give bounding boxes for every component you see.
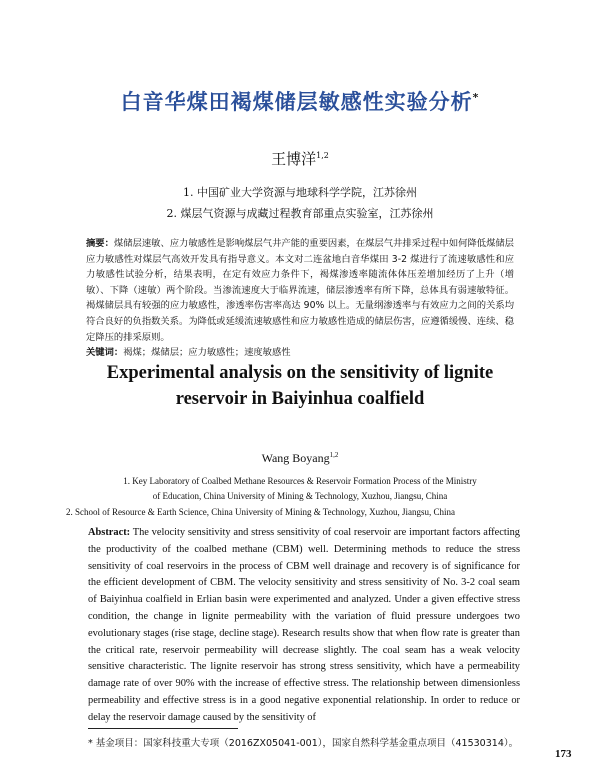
zh-abstract-label: 摘要： [86, 238, 114, 249]
en-abstract-block [88, 525, 520, 727]
zh-affiliation-2: 2. 煤层气资源与成藏过程教育部重点实验室，江苏徐州 [166, 207, 434, 220]
page-title [0, 86, 600, 116]
page-number: 173 [555, 748, 572, 760]
footnote-text: 基金项目：国家科技重大专项（2016ZX05041-001），国家自然科学基金重点项目（41530314）。 [95, 738, 519, 749]
footnote [88, 735, 548, 749]
en-author-name: Wang Boyang [261, 451, 330, 465]
zh-affiliation-1: 1. 中国矿业大学资源与地球科学学院，江苏徐州 [183, 186, 417, 199]
en-title-line-2: reservoir in Baiyinhua coalfield [175, 389, 425, 409]
zh-author-sup: 1,2 [316, 151, 329, 160]
zh-author-name: 王博洋 [271, 150, 317, 168]
en-abstract-text: The velocity sensitivity and stress sensitivity of coal reservoir are important factors affecting the productivity of the coalbed methane (CBM) well. Determining methods to reduce the stress sensitivity of coal reservoirs in the process of CBM well drainage and recovery is of significance for the efficient development of CBM. The velocity sensitivity and stress sensitivity of No. 3-2 coal seam of Baiyinhua coalfield in Erlian basin were experimented and analyzed. Under a given effective stress condition, the change in lignite permeability with the variation of fluid pressure undergoes two evolutionary stages (rise stage, decline stage). Research results show that when flow rate is greater than the critical rate, reservoir permeability will decrease slightly. The coal seam has a weak velocity sensitive characteristic. The lignite reservoir has strong stress sensitivity, which have a permeability damage rate of over 90% with the increase of effective stress. The relationship between dimensionless permeability and effective stress is in a good negative exponential relationship. In order to reduce or delay the reservoir damage caused by the sensitivity of [88, 527, 520, 723]
zh-abstract-block [86, 236, 514, 361]
title-footnote-mark: * [472, 91, 480, 104]
en-author [0, 451, 600, 466]
en-affiliation-1-line-2: of Education, China University of Mining & Technology, Xuzhou, Jiangsu, China [152, 491, 448, 501]
title-text: 白音华煤田褐煤储层敏感性实验分析 [120, 90, 473, 114]
footnote-divider [88, 728, 238, 729]
zh-keywords-text: 褐煤；煤储层；应力敏感性；速度敏感性 [123, 347, 291, 359]
en-title-line-1: Experimental analysis on the sensitivity of lignite [106, 363, 494, 383]
zh-keywords-label: 关键词： [86, 347, 124, 359]
footnote-mark: * [88, 738, 93, 749]
en-affiliation-2: 2. School of Resource & Earth Science, China University of Mining & Technology, Xuzhou, Jiangsu, China [66, 507, 456, 517]
en-abstract-label: Abstract: [88, 527, 131, 538]
en-title [0, 360, 600, 412]
zh-abstract-text: 煤储层速敏、应力敏感性是影响煤层气井产能的重要因素，在煤层气井排采过程中如何降低煤储层应力敏感性对煤层气高效开发具有指导意义。本文对二连盆地白音华煤田 3-2 煤进行了流速敏感性和应力敏感性试验分析，结果表明，在定有效应力条件下，褐煤渗透率随流体体压差增加经历了上升（增敏）、下降（速敏）两个阶段。当渗流速度大于临界流速，储层渗透率有所下降，总体具有弱速敏特征。褐煤储层具有较强的应力敏感性，渗透率伤害率高达 90% 以上。无量纲渗透率与有效应力之间的关系均符合良好的负指数关系。为降低或延缓流速敏感性和应力敏感性造成的储层伤害，应遵循缓慢、连续、稳定降压的排采原则。 [86, 238, 514, 343]
en-affiliation-1 [60, 474, 540, 504]
zh-author [0, 148, 600, 169]
en-affiliation-1-line-1: 1. Key Laboratory of Coalbed Methane Resources & Reservoir Formation Process of the Ministry [123, 476, 477, 486]
en-author-sup: 1,2 [329, 451, 339, 459]
